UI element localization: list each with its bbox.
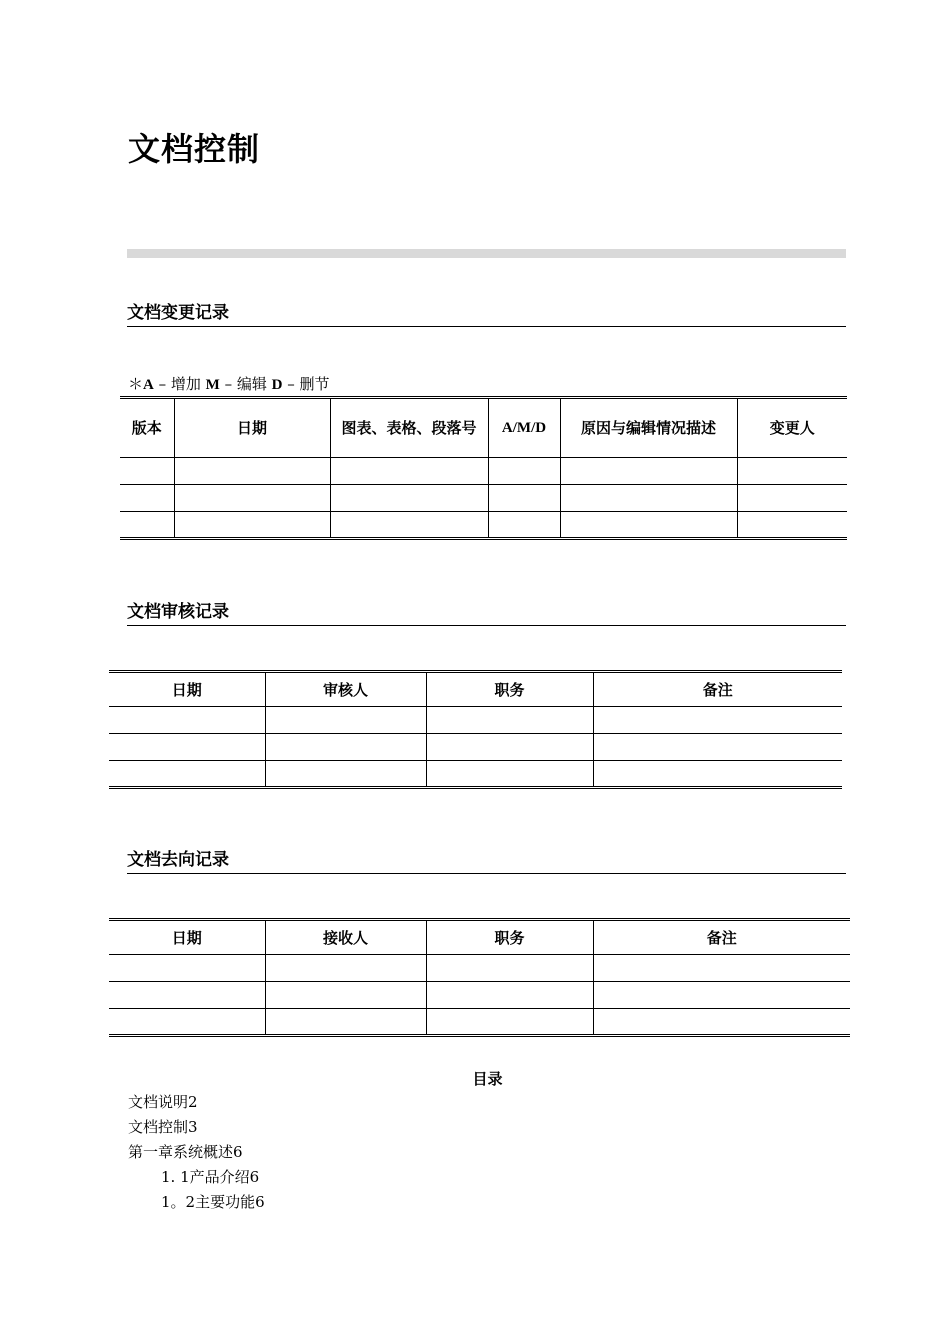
col-header-date: 日期: [174, 398, 330, 458]
table-row: [120, 458, 847, 485]
table-row: [109, 955, 850, 982]
toc-entry[interactable]: 文档说明2: [128, 1093, 198, 1111]
col-header-recipient: 接收人: [265, 920, 426, 955]
table-row: [109, 982, 850, 1009]
table-cell: [109, 734, 265, 761]
toc-entry[interactable]: 文档控制3: [128, 1118, 198, 1136]
table-cell: [109, 955, 265, 982]
col-header-remarks: 备注: [593, 672, 842, 707]
table-cell: [109, 982, 265, 1009]
review-record-heading: 文档审核记录: [127, 601, 846, 626]
table-cell: [174, 485, 330, 512]
page-title: 文档控制: [128, 130, 261, 168]
legend-d-text: – 删节: [282, 375, 330, 393]
table-cell: [265, 955, 426, 982]
table-cell: [737, 512, 847, 539]
toc-title: 目录: [472, 1070, 503, 1088]
table-cell: [120, 485, 174, 512]
col-header-reviewer: 审核人: [265, 672, 426, 707]
legend-star: ＊: [128, 375, 144, 393]
review-record-table: [109, 670, 842, 789]
table-cell: [174, 458, 330, 485]
legend-m-code: M: [205, 377, 220, 393]
table-cell: [593, 707, 842, 734]
table-cell: [560, 458, 737, 485]
legend-a-text: – 增加: [153, 375, 206, 393]
table-cell: [109, 761, 265, 788]
table-cell: [488, 485, 560, 512]
table-cell: [593, 1009, 850, 1036]
table-cell: [426, 982, 593, 1009]
table-cell: [426, 761, 593, 788]
toc-entry[interactable]: 1。2主要功能6: [161, 1193, 265, 1211]
table-header-row: [109, 920, 850, 955]
table-header-row: [120, 398, 847, 458]
table-cell: [426, 734, 593, 761]
table-cell: [593, 734, 842, 761]
table-cell: [120, 458, 174, 485]
distribution-record-table: [109, 918, 850, 1037]
distribution-record-heading: 文档去向记录: [127, 849, 846, 874]
table-cell: [265, 1009, 426, 1036]
table-cell: [426, 707, 593, 734]
col-header-section-ref: 图表、表格、段落号: [330, 398, 488, 458]
table-row: [109, 734, 842, 761]
table-cell: [265, 707, 426, 734]
table-cell: [737, 485, 847, 512]
table-cell: [593, 761, 842, 788]
table-cell: [120, 512, 174, 539]
change-record-table: [120, 396, 847, 540]
table-row: [109, 761, 842, 788]
col-header-changed-by: 变更人: [737, 398, 847, 458]
table-cell: [560, 512, 737, 539]
table-cell: [426, 955, 593, 982]
table-row: [109, 707, 842, 734]
table-cell: [265, 734, 426, 761]
table-cell: [330, 512, 488, 539]
table-row: [109, 1009, 850, 1036]
table-cell: [109, 707, 265, 734]
table-row: [120, 512, 847, 539]
col-header-version: 版本: [120, 398, 174, 458]
legend-a-code: A: [143, 377, 154, 393]
table-cell: [109, 1009, 265, 1036]
table-cell: [488, 512, 560, 539]
table-cell: [560, 485, 737, 512]
table-cell: [330, 458, 488, 485]
col-header-date: 日期: [109, 920, 265, 955]
col-header-remarks: 备注: [593, 920, 850, 955]
table-row: [120, 485, 847, 512]
amd-legend: [128, 373, 330, 394]
table-cell: [593, 955, 850, 982]
toc-entry[interactable]: 1. 1产品介绍6: [161, 1168, 260, 1186]
table-cell: [737, 458, 847, 485]
table-cell: [265, 761, 426, 788]
table-cell: [265, 982, 426, 1009]
table-cell: [488, 458, 560, 485]
legend-m-text: – 编辑: [219, 375, 272, 393]
toc-list: [128, 1090, 265, 1215]
title-divider-bar: [127, 249, 846, 258]
table-cell: [426, 1009, 593, 1036]
col-header-position: 职务: [426, 920, 593, 955]
table-header-row: [109, 672, 842, 707]
table-cell: [330, 485, 488, 512]
table-cell: [593, 982, 850, 1009]
col-header-position: 职务: [426, 672, 593, 707]
legend-d-code: D: [271, 377, 283, 393]
toc-entry[interactable]: 第一章系统概述6: [128, 1143, 243, 1161]
change-record-heading: 文档变更记录: [127, 302, 846, 327]
col-header-date: 日期: [109, 672, 265, 707]
col-header-description: 原因与编辑情况描述: [560, 398, 737, 458]
table-cell: [174, 512, 330, 539]
col-header-amd: A/M/D: [488, 398, 560, 458]
